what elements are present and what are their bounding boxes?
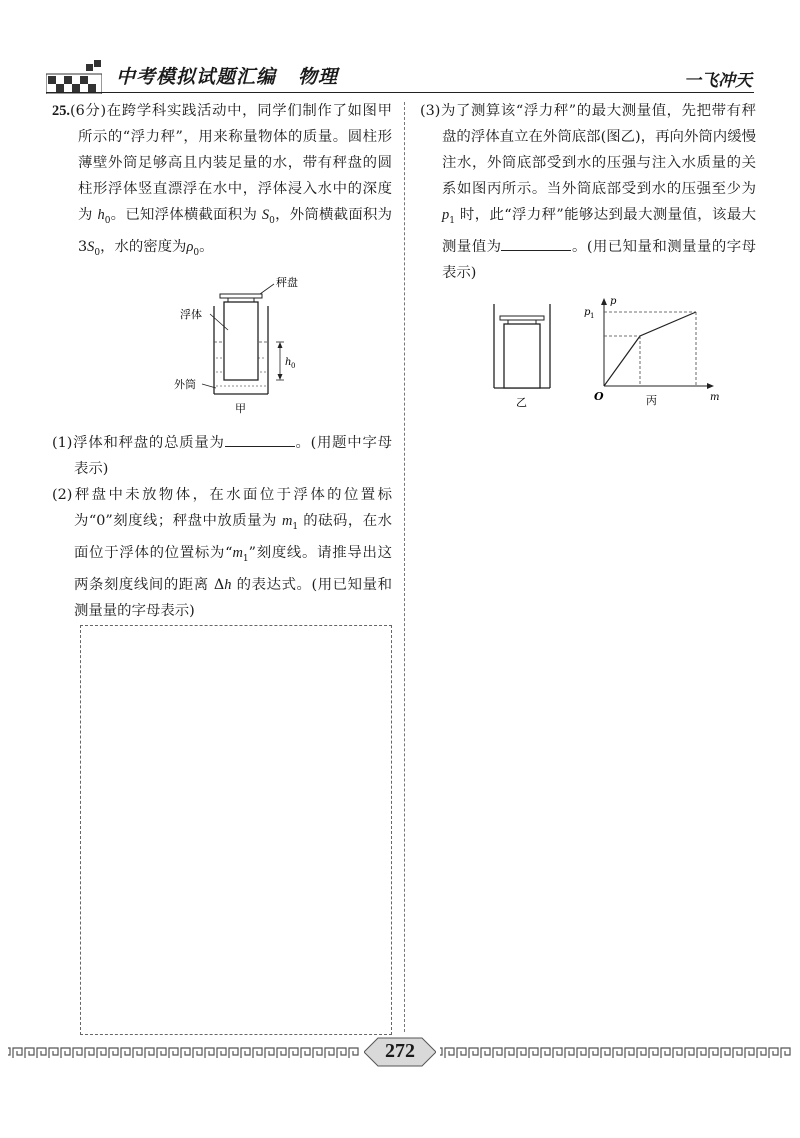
label-scale-pan: 秤盘 <box>276 275 298 289</box>
stem-text: ，水的密度为 <box>100 238 187 255</box>
header-checker-logo <box>46 60 102 94</box>
caption-bing: 丙 <box>646 393 657 407</box>
question-right-column <box>420 98 756 414</box>
page-number: 272 <box>385 1040 415 1062</box>
sub: 0 <box>269 215 275 226</box>
sub: 0 <box>104 215 111 226</box>
answer-blank-3[interactable] <box>501 236 571 251</box>
part-3 <box>420 98 756 286</box>
var-s: S <box>261 207 270 223</box>
var-m: m <box>232 544 243 561</box>
part1-text: 。(用题中字母表示) <box>74 434 392 477</box>
part-2 <box>52 482 392 624</box>
part2-text: 的砝码，在水面位于浮体的位置标为“ <box>74 512 393 561</box>
var-rho: ρ <box>186 238 194 255</box>
figures-yi-bing <box>420 296 756 414</box>
part3-text: (3)为了测算该“浮力秤”的最大测量值，先把带有秤盘的浮体直立在外筒底部(图乙)，再向外筒内缓慢注水，外筒底部受到水的压强与注入水质量的关系如图丙所示。当外筒底部受到水的压强至少为 <box>420 103 756 197</box>
scale-pan <box>500 316 544 320</box>
stem-text: 在跨学科实践活动中，同学们制作了如图甲所示的“浮力秤”，用来称量物体的质量。圆柱形薄壁外筒足够高且内装足量的水，带有秤盘的圆柱形浮体竖直漂浮在水中，浮体浸入水中的深度为 <box>78 103 392 223</box>
tick-label-p1-sub: 1 <box>590 311 595 320</box>
var-m: m <box>282 512 293 529</box>
sub: 1 <box>449 215 455 226</box>
part-1 <box>52 430 392 482</box>
part2-text: (2)秤盘中未放物体，在水面位于浮体的位置标为“0”刻度线；秤盘中放质量为 <box>52 486 392 529</box>
axis-label-p: p <box>610 295 617 307</box>
figure-yi <box>494 304 550 409</box>
var-h: h <box>224 576 232 593</box>
answer-box[interactable] <box>80 625 392 1035</box>
column-divider <box>404 102 405 1032</box>
label-outer-tube: 外筒 <box>174 377 196 391</box>
scale-pan <box>220 294 262 298</box>
origin-label: O <box>594 389 604 403</box>
label-float-body: 浮体 <box>180 307 202 321</box>
part1-text: (1)浮体和秤盘的总质量为 <box>52 434 225 451</box>
part2-text: 的表达式。(用已知量和测量量的字母表示) <box>74 576 392 619</box>
question-number: 25. <box>52 103 70 119</box>
pressure-curve <box>604 312 696 386</box>
var-p: p <box>442 207 450 223</box>
label-h0: h <box>285 356 292 368</box>
answer-blank-1[interactable] <box>225 432 295 447</box>
header-brand: 一飞冲天 <box>684 71 752 91</box>
header-title <box>116 62 338 89</box>
sub: 1 <box>242 553 249 564</box>
caption-yi: 乙 <box>516 395 527 409</box>
figure-bing <box>584 296 719 407</box>
book-title: 中考模拟试题汇编 <box>116 66 277 88</box>
header-rule <box>46 92 754 93</box>
figure-jia <box>52 272 392 424</box>
float-body <box>504 324 540 388</box>
var-s: S <box>87 238 95 255</box>
subject-label: 物理 <box>298 66 339 88</box>
question-points: (6分) <box>70 103 107 119</box>
sub: 0 <box>94 247 101 258</box>
label-h0-sub: 0 <box>291 361 296 370</box>
stem-text: 。已知浮体横截面积为 <box>110 207 258 223</box>
stem-text: ，外筒横截面积为 3 <box>78 207 392 255</box>
part2-text: ”刻度线。请推导出这两条刻度线间的距离 Δ <box>74 544 392 593</box>
sub: 1 <box>292 521 299 532</box>
axis-label-m: m <box>710 391 720 403</box>
part3-text: 时，此“浮力秤”能够达到最大测量值，该最大测量值为 <box>442 207 757 255</box>
part3-text: 。(用已知量和测量量的字母表示) <box>442 238 756 281</box>
var-h: h <box>97 207 105 223</box>
stem-text: 。 <box>199 238 214 255</box>
tick-label-p1: p <box>584 306 591 318</box>
caption-jia: 甲 <box>235 401 246 415</box>
question-stem <box>52 98 392 266</box>
float-body <box>224 302 258 380</box>
sub: 0 <box>193 247 200 258</box>
question-left-column <box>52 98 392 624</box>
